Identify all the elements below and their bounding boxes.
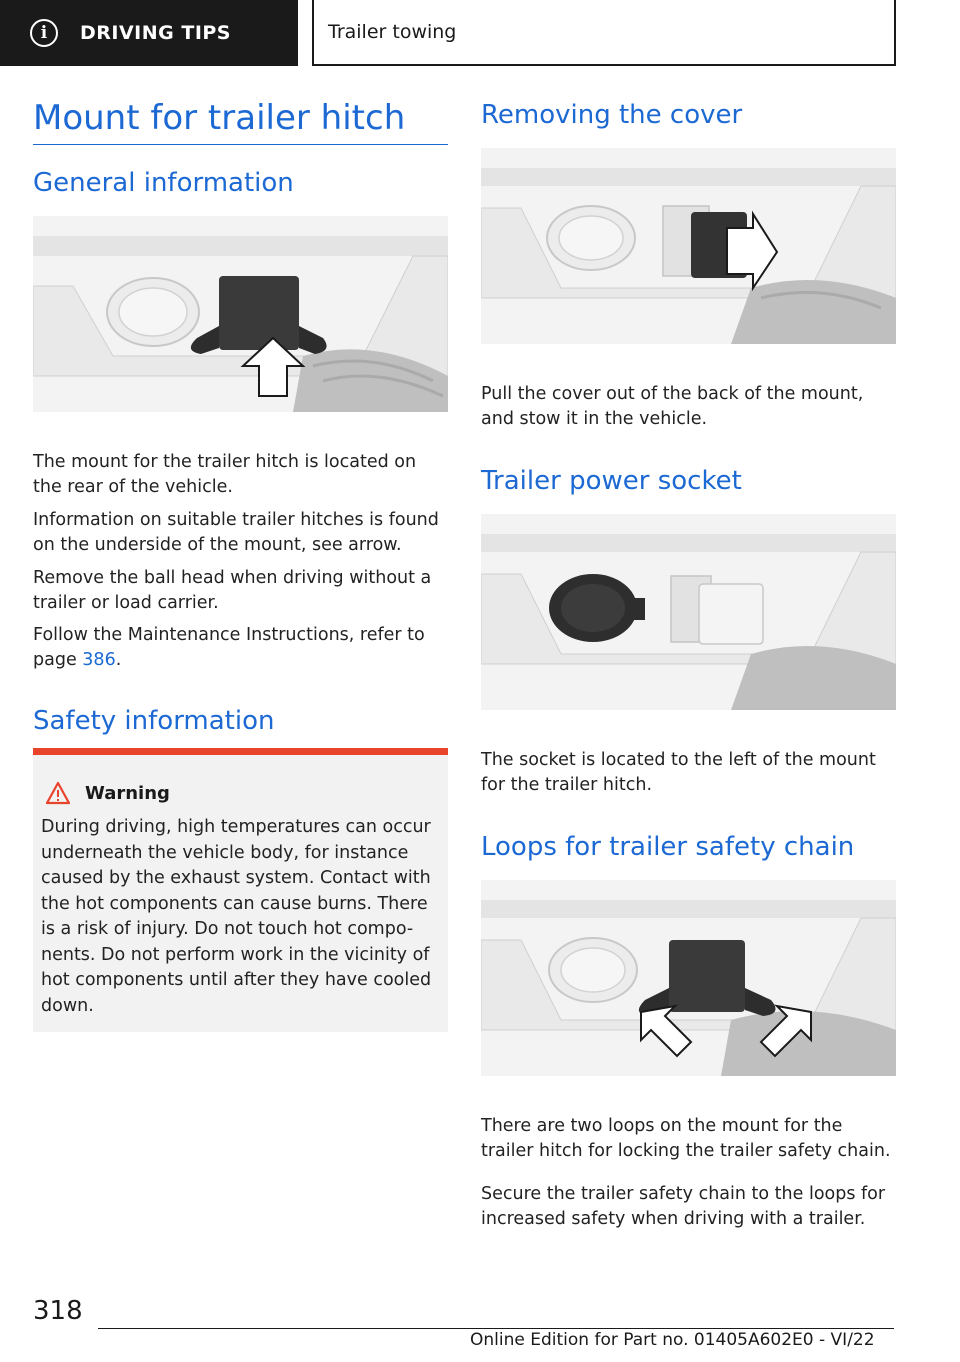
maintenance-period: .: [115, 650, 122, 670]
removing-cover-heading: Removing the cover: [481, 100, 743, 130]
subsection-title: Trailer towing: [328, 21, 457, 43]
footer-divider: [98, 1328, 894, 1329]
info-icon: i: [30, 19, 58, 47]
trailer-power-socket-figure: [481, 514, 896, 710]
safety-information-heading: Safety information: [33, 706, 275, 736]
trailer-power-socket-text: The socket is located to the left of the mount for the trailer hitch.: [481, 750, 876, 795]
warning-text: During driving, high temperatures can occur underneath the vehicle body, for instance caused by the exhaust system. Contact with the hot components can cause burns. There is a risk of injury. Do not touch hot compo-nents. Do not perform work in the vicinity of hot components until after they have cooled down.: [41, 817, 432, 1016]
removing-cover-illustration: [481, 148, 896, 344]
section-label: DRIVING TIPS: [80, 22, 231, 44]
footer-edition: Online Edition for Part no. 01405A602E0 - VI/22: [470, 1330, 875, 1350]
general-paragraph-2: Information on suitable trailer hitches is found on the underside of the mount, see arrow.: [33, 510, 439, 555]
general-paragraph-1: The mount for the trailer hitch is located on the rear of the vehicle.: [33, 452, 417, 497]
loops-text-2: Secure the trailer safety chain to the loops for increased safety when driving with a trailer.: [481, 1184, 886, 1229]
trailer-hitch-mount-figure: [33, 216, 448, 412]
maintenance-page-link[interactable]: 386: [82, 650, 116, 670]
safety-chain-loops-illustration: [481, 880, 896, 1076]
warning-title-row: [41, 781, 436, 805]
trailer-power-socket-heading: Trailer power socket: [481, 466, 742, 496]
general-information-heading: General information: [33, 168, 294, 198]
general-paragraph-3: Remove the ball head when driving without a trailer or load carrier.: [33, 568, 432, 613]
maintenance-paragraph: [33, 623, 448, 673]
trailer-power-socket-illustration: [481, 514, 896, 710]
removing-cover-figure: [481, 148, 896, 344]
header-section-tab: [0, 0, 298, 66]
subsection-label: [312, 0, 896, 66]
page-number: 318: [33, 1296, 83, 1326]
page-title: Mount for trailer hitch: [33, 98, 448, 145]
maintenance-text: Follow the Maintenance Instructions, refer to page: [33, 625, 425, 670]
safety-chain-loops-figure: [481, 880, 896, 1076]
warning-box: [33, 748, 448, 1032]
loops-heading: Loops for trailer safety chain: [481, 832, 855, 862]
warning-title: Warning: [85, 782, 170, 804]
loops-text-1: There are two loops on the mount for the trailer hitch for locking the trailer safety chain.: [481, 1116, 891, 1161]
warning-triangle-icon: [45, 781, 71, 805]
removing-cover-text: Pull the cover out of the back of the mount, and stow it in the vehicle.: [481, 384, 864, 429]
trailer-hitch-mount-illustration: [33, 216, 448, 412]
